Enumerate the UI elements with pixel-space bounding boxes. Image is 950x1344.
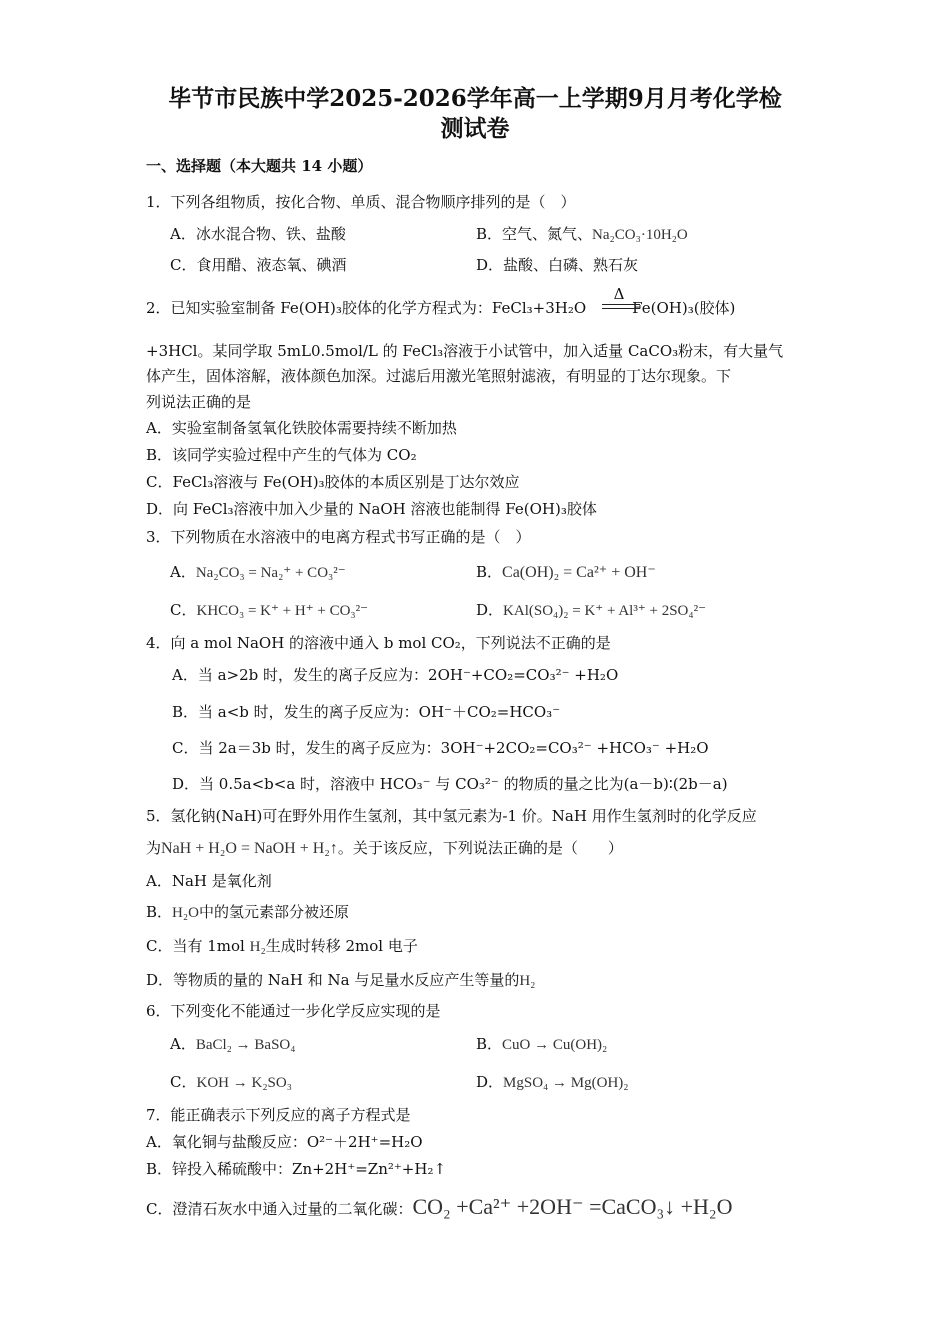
q5-stem-line1: 5．氢化钠(NaH)可在野外用作生氢剂，其中氢元素为-1 价。NaH 用作生氢剂时的化学反应 <box>146 807 757 825</box>
q5-stem-line2-end: 。关于该反应，下列说法正确的是（ ） <box>337 839 623 857</box>
q2-option-c: C．FeCl₃溶液与 Fe(OH)₃胶体的本质区别是丁达尔效应 <box>146 473 520 491</box>
q5-option-d-start: D．等物质的量的 NaH 和 Na 与足量水反应产生等量的 <box>146 971 520 989</box>
q4-option-d: D．当 0.5a<b<a 时，溶液中 HCO₃⁻ 与 CO₃²⁻ 的物质的量之比为(a－b)∶(2b－a) <box>172 775 728 793</box>
exam-title-line2: 测试卷 <box>440 115 510 142</box>
q3-option-d <box>476 600 706 621</box>
q3-option-c-formula: KHCO₃ = K⁺ + H⁺ + CO₃²⁻ <box>196 603 369 619</box>
q1-option-b-formula: Na₂CO₃·10H₂O <box>592 227 688 243</box>
q3-option-b <box>476 562 656 583</box>
q2-stem-start: 2．已知实验室制备 Fe(OH)₃胶体的化学方程式为：FeCl₃+3H₂O <box>146 299 587 317</box>
q2-stem-line4: 列说法正确的是 <box>146 393 252 411</box>
q2-option-d: D．向 FeCl₃溶液中加入少量的 NaOH 溶液也能制得 Fe(OH)₃胶体 <box>146 500 597 518</box>
q6-option-a-formula: BaCl₂ → BaSO₄ <box>195 1037 296 1053</box>
q5-option-c-start: C．当有 1mol <box>146 937 245 955</box>
q2-equals-bar-bottom <box>602 308 640 309</box>
q5-option-c <box>146 936 418 957</box>
q1-stem: 1．下列各组物质，按化合物、单质、混合物顺序排列的是（ ） <box>146 193 576 211</box>
q6-option-a <box>170 1034 295 1055</box>
q7-option-b: B．锌投入稀硫酸中：Zn+2H⁺=Zn²⁺+H₂↑ <box>146 1160 447 1178</box>
q3-option-b-label: B． <box>476 563 503 581</box>
q5-option-c-end: 生成时转移 2mol 电子 <box>265 937 418 955</box>
q5-option-d <box>146 970 535 991</box>
q6-option-a-label: A． <box>170 1035 196 1053</box>
q6-option-c <box>170 1072 292 1093</box>
q5-stem-line2 <box>146 838 623 859</box>
q6-option-d <box>476 1072 629 1093</box>
q7-option-a: A．氧化铜与盐酸反应：O²⁻＋2H⁺=H₂O <box>146 1133 423 1151</box>
q7-stem: 7．能正确表示下列反应的离子方程式是 <box>146 1106 411 1124</box>
q2-delta: Δ <box>613 285 625 303</box>
q6-option-b <box>476 1034 607 1055</box>
q3-option-a-formula: Na₂CO₃ = Na₂⁺ + CO₃²⁻ <box>195 565 346 581</box>
section-heading: 一、选择题（本大题共 14 小题） <box>146 157 373 175</box>
q6-option-b-formula: CuO → Cu(OH)₂ <box>502 1037 608 1053</box>
q6-option-d-label: D． <box>476 1073 504 1091</box>
q6-option-b-label: B． <box>476 1035 503 1053</box>
q3-option-a <box>170 562 346 583</box>
q2-option-b: B．该同学实验过程中产生的气体为 CO₂ <box>146 446 417 464</box>
q1-option-a: A．冰水混合物、铁、盐酸 <box>170 225 346 243</box>
q3-option-c <box>170 600 368 621</box>
q1-option-b <box>476 224 688 245</box>
q5-option-b-formula: H₂O <box>172 905 199 921</box>
q6-option-c-label: C． <box>170 1073 197 1091</box>
q4-option-b: B．当 a<b 时，发生的离子反应为：OH⁻＋CO₂=HCO₃⁻ <box>172 703 561 721</box>
q3-stem: 3．下列物质在水溶液中的电离方程式书写正确的是（ ） <box>146 528 531 546</box>
q5-option-c-formula: H₂ <box>249 939 266 955</box>
q3-option-d-formula: KAl(SO₄)₂ = K⁺ + Al³⁺ + 2SO₄²⁻ <box>503 603 707 619</box>
q4-stem: 4．向 a mol NaOH 的溶液中通入 b mol CO₂，下列说法不正确的是 <box>146 634 611 652</box>
q7-option-c-formula: CO₂ +Ca²⁺ +2OH⁻ =CaCO₃↓ +H₂O <box>412 1194 733 1219</box>
q2-stem-product: Fe(OH)₃(胶体) <box>632 299 736 317</box>
q5-option-b-label: B． <box>146 903 173 921</box>
exam-title-line1: 毕节市民族中学2025-2026学年高一上学期9月月考化学检 <box>168 85 782 112</box>
q3-option-c-label: C． <box>170 601 197 619</box>
q1-option-c: C．食用醋、液态氧、碘酒 <box>170 256 347 274</box>
q1-option-b-text: B．空气、氮气、 <box>476 225 593 243</box>
q2-stem-line2: +3HCl。某同学取 5mL0.5mol/L 的 FeCl₃溶液于小试管中，加入适量 CaCO₃粉末，有大量气 <box>146 342 784 360</box>
q1-option-d: D．盐酸、白磷、熟石灰 <box>476 256 639 274</box>
q7-option-c-text: C．澄清石灰水中通入过量的二氧化碳： <box>146 1200 413 1218</box>
q5-equation: NaH + H₂O = NaOH + H₂↑ <box>161 840 338 857</box>
q2-stem <box>146 298 735 318</box>
q4-option-a: A．当 a>2b 时，发生的离子反应为：2OH⁻+CO₂=CO₃²⁻ +H₂O <box>172 666 619 684</box>
q5-option-b <box>146 902 349 923</box>
q3-option-a-label: A． <box>170 563 196 581</box>
q6-option-c-formula: KOH → K₂SO₃ <box>196 1075 292 1091</box>
q5-stem-line2-start: 为 <box>146 839 162 857</box>
q5-option-d-formula: H₂ <box>519 973 536 989</box>
q4-option-c: C．当 2a＝3b 时，发生的离子反应为：3OH⁻+2CO₂=CO₃²⁻ +HCO₃⁻ +H₂O <box>172 739 709 757</box>
q5-option-a: A．NaH 是氧化剂 <box>146 872 272 890</box>
q7-option-c <box>146 1194 733 1222</box>
q2-stem-line3: 体产生，固体溶解，液体颜色加深。过滤后用激光笔照射滤液，有明显的丁达尔现象。下 <box>146 367 732 385</box>
q6-stem: 6．下列变化不能通过一步化学反应实现的是 <box>146 1002 441 1020</box>
q5-option-b-text: 中的氢元素部分被还原 <box>198 903 349 921</box>
q2-option-a: A．实验室制备氢氧化铁胶体需要持续不断加热 <box>146 419 457 437</box>
q3-option-b-formula: Ca(OH)₂ = Ca²⁺ + OH⁻ <box>502 564 656 581</box>
q6-option-d-formula: MgSO₄ → Mg(OH)₂ <box>503 1075 629 1091</box>
q2-equals-bar-top <box>602 304 640 305</box>
q3-option-d-label: D． <box>476 601 504 619</box>
